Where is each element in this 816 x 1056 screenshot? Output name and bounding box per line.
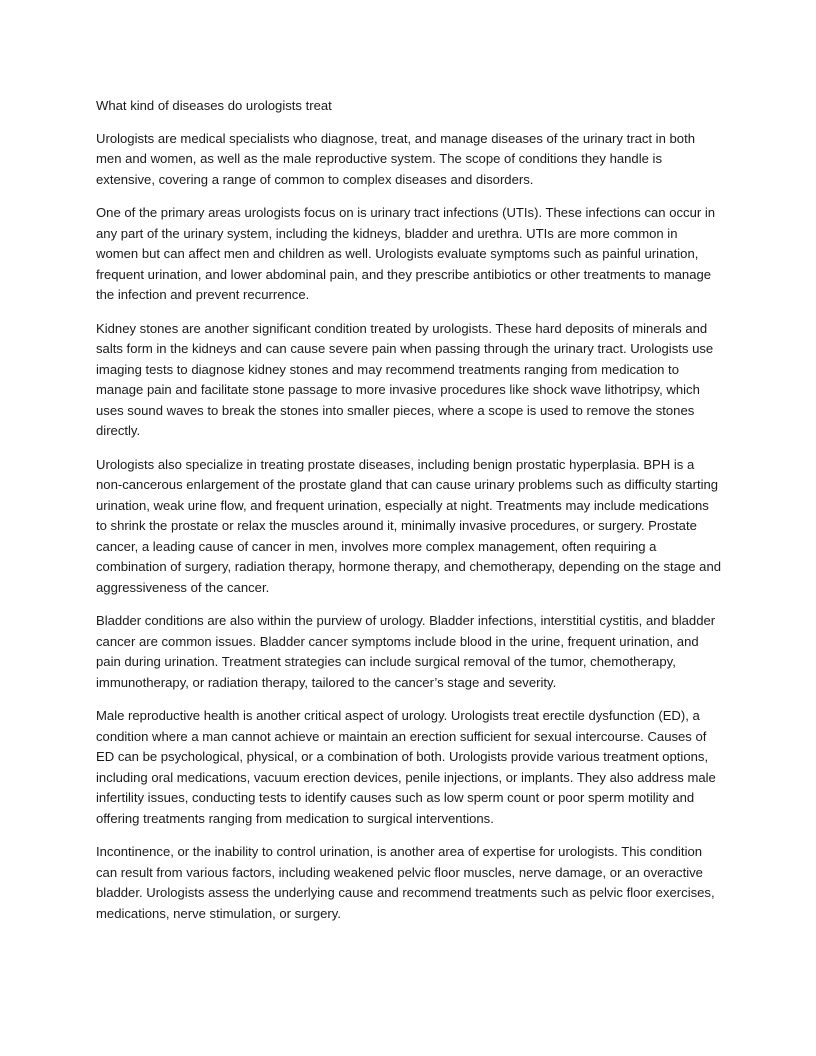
document-title: What kind of diseases do urologists treat xyxy=(96,98,332,113)
paragraph-intro: Urologists are medical specialists who diagnose, treat, and manage diseases of the urinary tract in both men and women, as well as the male reproductive system. The scope of conditions they handle is extensive, covering a range of common to complex diseases and disorders. xyxy=(96,130,695,187)
paragraph-bladder: Bladder conditions are also within the purview of urology. Bladder infections, interstitial cystitis, and bladder cancer are common issues. Bladder cancer symptoms include blood in the urine, frequent urination, and pain during urination. Treatment strategies can include surgical removal of the tumor, chemotherapy, immunotherapy, or radiation therapy, tailored to the cancer’s stage and severity. xyxy=(96,613,716,690)
paragraph-male-reproductive: Male reproductive health is another critical aspect of urology. Urologists treat erectile dysfunction (ED), a condition where a man cannot achieve or maintain an erection sufficient for sexual intercourse. Causes of ED can be psychological, physical, or a combination of both. Urologists provide various treatment options, including oral medications, vacuum erection devices, penile injections, or implants. They also address male infertility issues, conducting tests to identify causes such as low sperm count or poor sperm motility and offering treatments ranging from medication to surgical interventions. xyxy=(96,708,716,826)
paragraph-uti: One of the primary areas urologists focus on is urinary tract infections (UTIs). These infections can occur in any part of the urinary system, including the kidneys, bladder and urethra. UTIs are more common in women but can affect men and children as well. Urologists evaluate symptoms such as painful urination, frequent urination, and lower abdominal pain, and they prescribe antibiotics or other treatments to manage the infection and prevent recurrence. xyxy=(96,205,716,302)
paragraph-prostate: Urologists also specialize in treating prostate diseases, including benign prostatic hyperplasia. BPH is a non-cancerous enlargement of the prostate gland that can cause urinary problems such as difficulty starting urination, weak urine flow, and frequent urination, especially at night. Treatments may include medications to shrink the prostate or relax the muscles around it, minimally invasive procedures, or surgery. Prostate cancer, a leading cause of cancer in men, involves more complex management, often requiring a combination of surgery, radiation therapy, hormone therapy, and chemotherapy, depending on the stage and aggressiveness of the cancer. xyxy=(96,456,722,595)
paragraph-incontinence: Incontinence, or the inability to control urination, is another area of expertise for urologists. This condition can result from various factors, including weakened pelvic floor muscles, nerve damage, or an overactive bladder. Urologists assess the underlying cause and recommend treatments such as pelvic floor exercises, medications, nerve stimulation, or surgery. xyxy=(96,844,715,921)
paragraph-kidney-stones: Kidney stones are another significant condition treated by urologists. These hard deposits of minerals and salts form in the kidneys and can cause severe pain when passing through the urinary tract. Urologists use imaging tests to diagnose kidney stones and may recommend treatments ranging from medication to manage pain and facilitate stone passage to more invasive procedures like shock wave lithotripsy, which uses sound waves to break the stones into smaller pieces, where a scope is used to remove the stones directly. xyxy=(96,320,714,438)
document-page xyxy=(96,96,722,937)
